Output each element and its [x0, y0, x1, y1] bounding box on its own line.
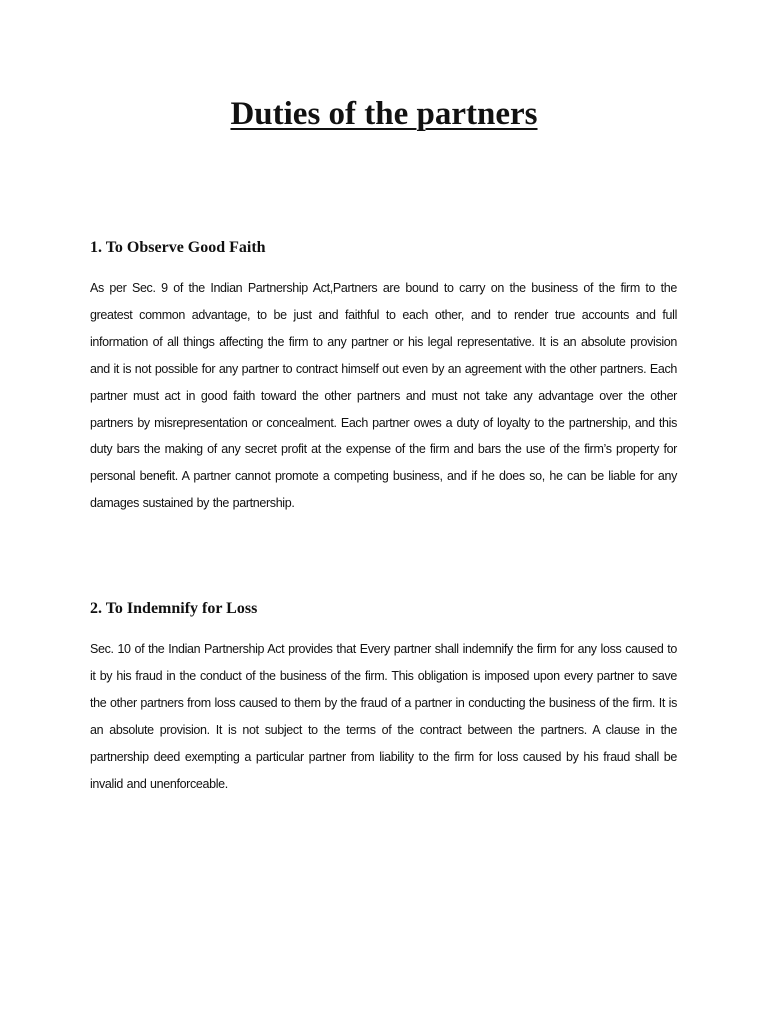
document-title: Duties of the partners [230, 96, 538, 132]
section-body-good-faith: As per Sec. 9 of the Indian Partnership Act,Partners are bound to carry on the business of the firm to the greatest common advantage, to be just and faithful to each other, and to render true accounts and full information of all things affecting the firm to any partner or his legal representative. It is an absolute provision and it is not possible for any partner to contract himself out even by an agreement with the other partners. Each partner must act in good faith toward the other partners and must not take any advantage over the other partners by misrepresentation or concealment. Each partner owes a duty of loyalty to the partnership, and this duty bars the making of any secret profit at the expense of the firm and bars the use of the firm’s property for personal benefit. A partner cannot promote a competing business, and if he does so, he can be liable for any damages sustained by the partnership. [90, 281, 677, 511]
section-heading-indemnify: 2. To Indemnify for Loss [90, 600, 258, 617]
section-heading-good-faith: 1. To Observe Good Faith [90, 239, 266, 256]
section-body-indemnify: Sec. 10 of the Indian Partnership Act provides that Every partner shall indemnify the firm for any loss caused to it by his fraud in the conduct of the business of the firm. This obligation is imposed upon every partner to save the other partners from loss caused to them by the fraud of a partner in conducting the business of the firm. It is an absolute provision. It is not subject to the terms of the contract between the partners. A clause in the partnership deed exempting a particular partner from liability to the firm for loss caused by his fraud shall be invalid and unenforceable. [90, 642, 677, 791]
